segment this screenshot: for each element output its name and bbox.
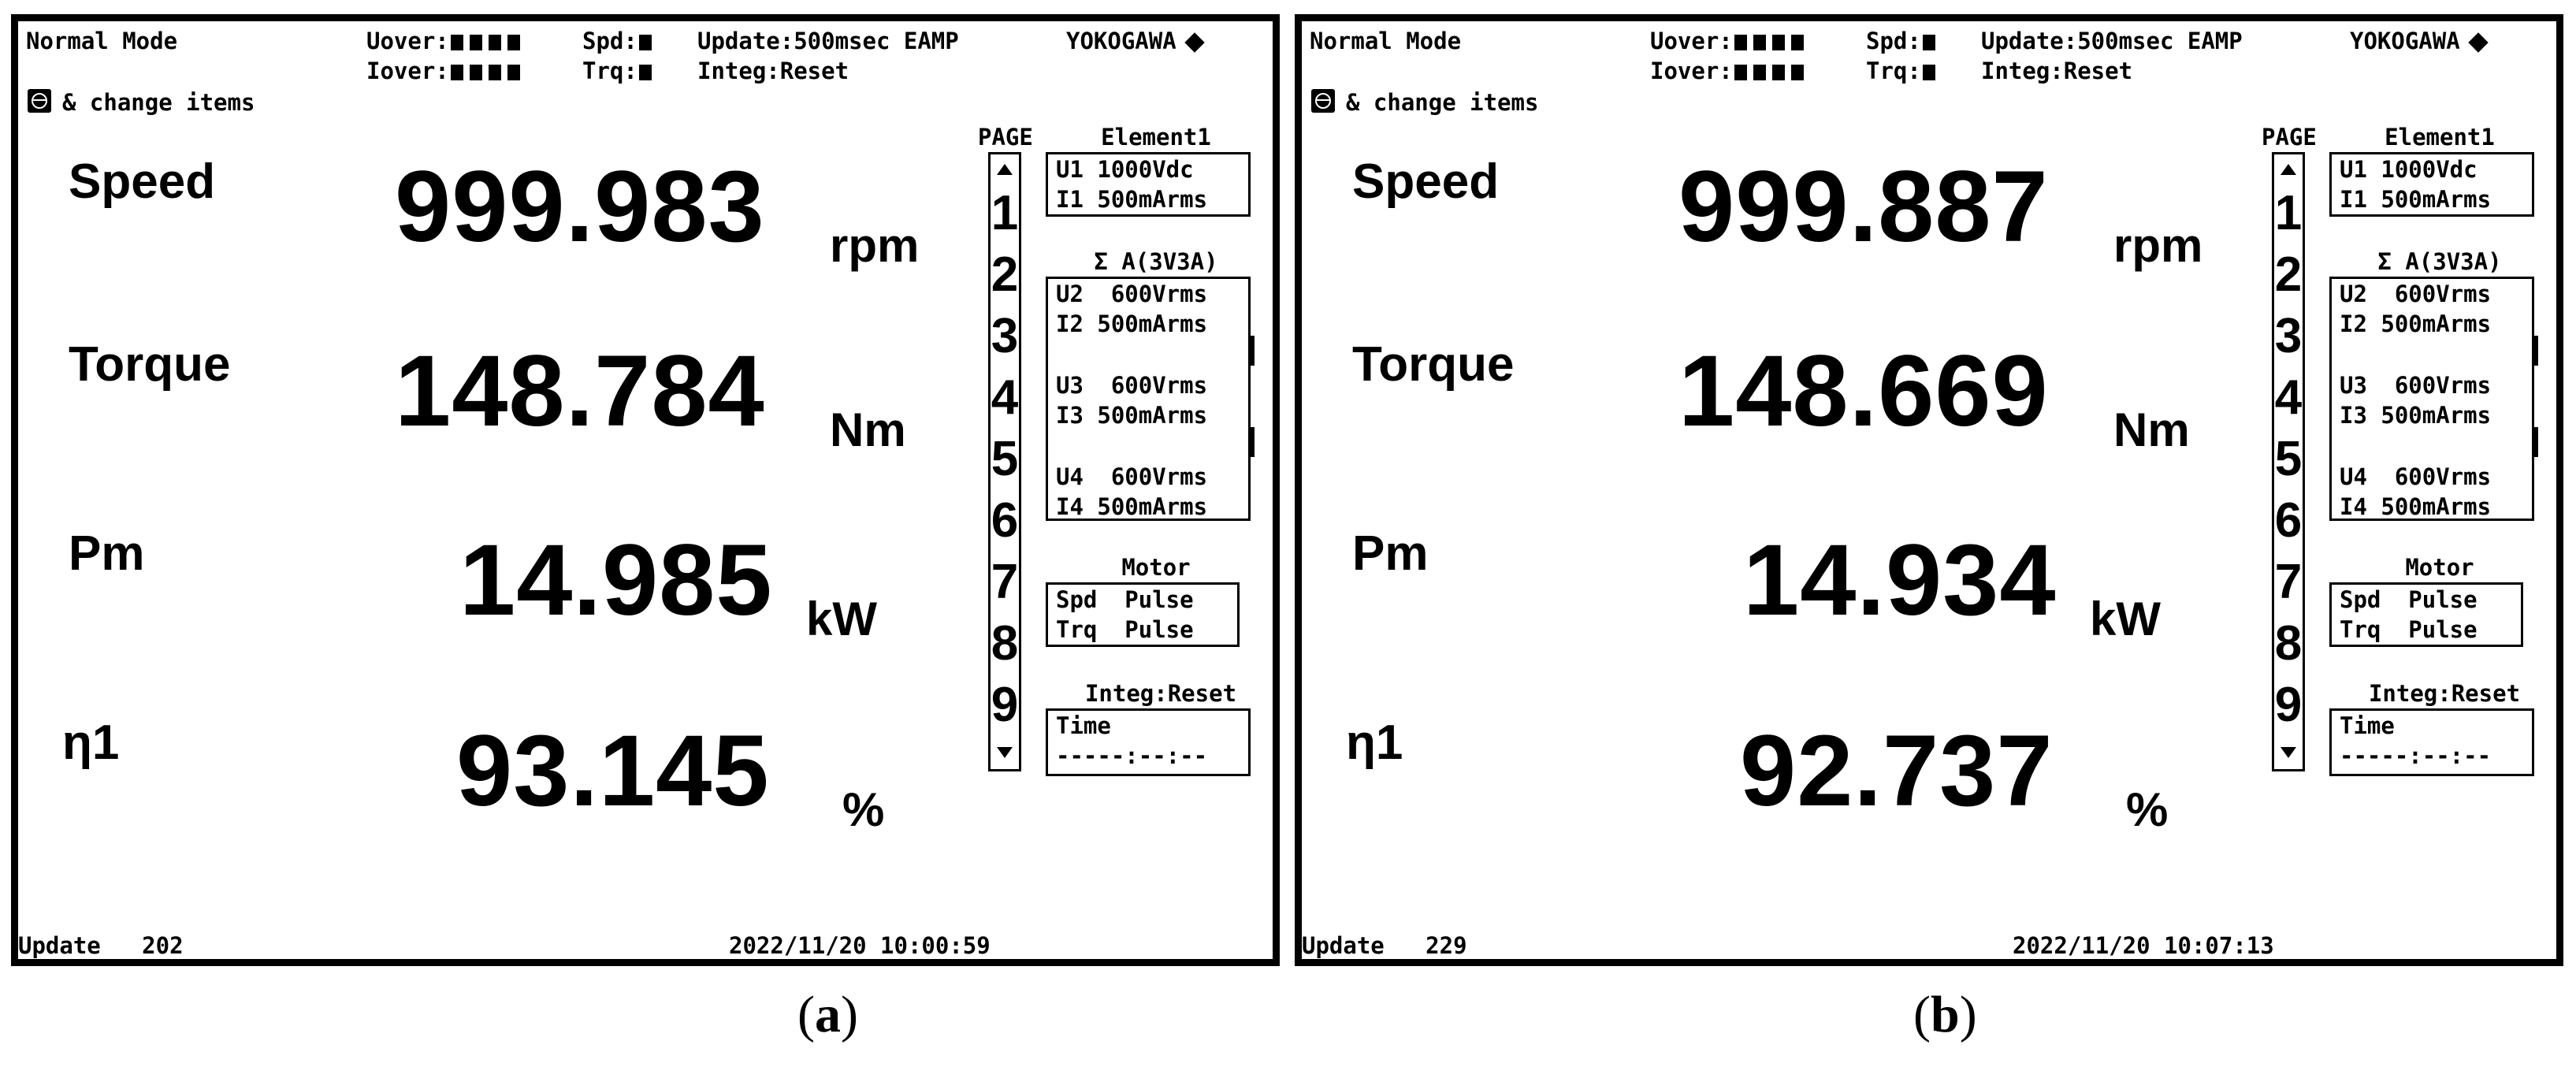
integ-line: Time: [2340, 712, 2395, 739]
footer-update-label: Update: [18, 932, 101, 959]
integ-line: Time: [1056, 712, 1111, 739]
page-2[interactable]: 2: [2274, 247, 2303, 302]
reading-label-efficiency: η1: [62, 716, 120, 770]
trq-label: Trq:: [1866, 58, 1921, 84]
uover-flags: [451, 35, 522, 50]
iover-indicator: [366, 58, 522, 84]
footer-update: [18, 932, 184, 959]
sigma-line: I3 500mArms: [2340, 402, 2492, 429]
footer-datetime: 2022/11/20 10:00:59: [729, 932, 991, 959]
page-selector[interactable]: [2272, 152, 2305, 771]
footer-update-count: 229: [1426, 932, 1467, 959]
element1-title: Element1: [2385, 124, 2495, 151]
element1-line: U1 1000Vdc: [1056, 156, 1194, 183]
sigma-box: [2329, 277, 2534, 521]
page-8[interactable]: 8: [2274, 616, 2303, 671]
page-4[interactable]: 4: [2274, 370, 2303, 425]
reading-value-pm: 14.934: [1743, 524, 2057, 637]
reading-value-efficiency: 92.737: [1740, 715, 2054, 827]
reading-unit-efficiency: %: [842, 783, 885, 836]
element1-line: U1 1000Vdc: [2340, 156, 2477, 183]
brand-label: YOKOGAWA: [2350, 28, 2485, 54]
uover-label: Uover:: [366, 28, 449, 54]
sigma-line: U4 600Vrms: [2340, 463, 2492, 490]
reading-label-torque: Torque: [69, 337, 231, 392]
range-marker: [2534, 427, 2538, 457]
page-1[interactable]: 1: [2274, 186, 2303, 240]
uover-flags: [1734, 35, 1805, 50]
reading-label-efficiency: η1: [1346, 716, 1403, 770]
sigma-box: [1046, 277, 1251, 521]
iover-label: Iover:: [366, 58, 449, 84]
sigma-line: U2 600Vrms: [1056, 281, 1208, 307]
change-items-icon[interactable]: [1311, 89, 1335, 113]
sigma-line: I4 500mArms: [1056, 493, 1208, 520]
page-selector[interactable]: [988, 152, 1021, 771]
spd-flag: [1923, 35, 1935, 50]
footer-update-count: 202: [142, 932, 184, 959]
reading-label-pm: Pm: [69, 526, 145, 581]
reading-unit-speed: rpm: [830, 219, 920, 272]
reading-value-speed: 999.887: [1678, 151, 2049, 263]
diamond-icon: [1184, 32, 1204, 52]
element1-box: [2329, 152, 2534, 217]
reading-value-efficiency: 93.145: [456, 715, 770, 827]
reading-unit-pm: kW: [806, 593, 877, 645]
iover-label: Iover:: [1650, 58, 1733, 84]
motor-box: [2329, 582, 2523, 647]
reading-unit-torque: Nm: [830, 403, 906, 456]
motor-line: Trq Pulse: [1056, 616, 1194, 643]
sigma-line: U3 600Vrms: [2340, 372, 2492, 399]
spd-label: Spd:: [1866, 28, 1921, 54]
integ-line: -----:--:--: [1056, 742, 1208, 769]
page-5[interactable]: 5: [2274, 432, 2303, 486]
page-down-icon[interactable]: [991, 739, 1019, 768]
power-analyzer-screen-b: [1295, 14, 2563, 966]
caption-a: (a): [797, 986, 858, 1043]
update-rate: Update:500msec EAMP: [1981, 28, 2243, 54]
page-2[interactable]: 2: [991, 247, 1019, 302]
reading-unit-torque: Nm: [2113, 403, 2190, 456]
change-items-label: & change items: [62, 89, 255, 116]
motor-title: Motor: [1121, 554, 1191, 581]
motor-box: [1046, 582, 1240, 647]
integ-title: Integ:Reset: [1084, 680, 1237, 707]
range-marker: [1251, 427, 1255, 457]
integ-title: Integ:Reset: [2368, 680, 2521, 707]
element1-title: Element1: [1101, 124, 1211, 151]
sigma-line: I2 500mArms: [2340, 310, 2492, 337]
brand-label: YOKOGAWA: [1066, 28, 1202, 54]
page-down-icon[interactable]: [2274, 739, 2303, 768]
integ-line: -----:--:--: [2340, 742, 2492, 769]
reading-value-pm: 14.985: [459, 524, 773, 637]
motor-line: Spd Pulse: [1056, 586, 1194, 613]
footer-datetime: 2022/11/20 10:07:13: [2013, 932, 2274, 959]
trq-flag: [1923, 65, 1935, 80]
iover-flags: [1734, 65, 1805, 80]
iover-flags: [451, 65, 522, 80]
motor-title: Motor: [2405, 554, 2474, 581]
change-items-icon[interactable]: [28, 89, 51, 113]
spd-indicator: [582, 28, 652, 54]
sigma-line: U4 600Vrms: [1056, 463, 1208, 490]
sigma-title: Σ A(3V3A): [2377, 248, 2502, 275]
reading-unit-efficiency: %: [2126, 783, 2169, 836]
integ-status: Integ:Reset: [1981, 58, 2133, 84]
sigma-line: I2 500mArms: [1056, 310, 1208, 337]
element1-box: [1046, 152, 1251, 217]
uover-indicator: [366, 28, 522, 54]
range-marker: [1251, 336, 1255, 366]
page-7[interactable]: 7: [2274, 555, 2303, 609]
mode-label: Normal Mode: [1310, 28, 1462, 54]
trq-label: Trq:: [582, 58, 637, 84]
sigma-line: I4 500mArms: [2340, 493, 2492, 520]
reading-label-speed: Speed: [1352, 154, 1500, 209]
spd-label: Spd:: [582, 28, 637, 54]
motor-line: Spd Pulse: [2340, 586, 2477, 613]
reading-value-torque: 148.669: [1678, 335, 2049, 448]
reading-label-torque: Torque: [1352, 337, 1515, 392]
spd-indicator: [1866, 28, 1935, 54]
page-1[interactable]: 1: [991, 186, 1019, 240]
uover-label: Uover:: [1650, 28, 1733, 54]
sigma-title: Σ A(3V3A): [1094, 248, 1218, 275]
sigma-line: U2 600Vrms: [2340, 281, 2492, 307]
page-3[interactable]: 3: [2274, 309, 2303, 363]
reading-unit-pm: kW: [2090, 593, 2161, 645]
page-8[interactable]: 8: [991, 616, 1019, 671]
page-5[interactable]: 5: [991, 432, 1019, 486]
motor-line: Trq Pulse: [2340, 616, 2477, 643]
reading-label-pm: Pm: [1352, 526, 1429, 581]
reading-value-speed: 999.983: [395, 151, 765, 263]
reading-unit-speed: rpm: [2113, 219, 2203, 272]
caption-b: (b): [1913, 986, 1977, 1043]
mode-label: Normal Mode: [26, 28, 178, 54]
page-up-icon[interactable]: [991, 156, 1019, 184]
iover-indicator: [1650, 58, 1805, 84]
sigma-line: U3 600Vrms: [1056, 372, 1208, 399]
page-9[interactable]: 9: [2274, 678, 2303, 732]
trq-indicator: [582, 58, 652, 84]
spd-flag: [639, 35, 652, 50]
trq-flag: [639, 65, 652, 80]
page-4[interactable]: 4: [991, 370, 1019, 425]
range-marker: [2534, 336, 2538, 366]
page-9[interactable]: 9: [991, 678, 1019, 732]
update-rate: Update:500msec EAMP: [697, 28, 959, 54]
sigma-line: I3 500mArms: [1056, 402, 1208, 429]
page-title: PAGE: [2262, 124, 2317, 151]
uover-indicator: [1650, 28, 1805, 54]
change-items-label: & change items: [1346, 89, 1539, 116]
footer-update-label: Update: [1302, 932, 1385, 959]
integ-box: [2329, 708, 2534, 776]
reading-value-torque: 148.784: [395, 335, 765, 448]
power-analyzer-screen-a: [11, 14, 1280, 966]
element1-line: I1 500mArms: [1056, 186, 1208, 213]
page-up-icon[interactable]: [2274, 156, 2303, 184]
element1-line: I1 500mArms: [2340, 186, 2492, 213]
page-3[interactable]: 3: [991, 309, 1019, 363]
page-6[interactable]: 6: [991, 493, 1019, 548]
integ-status: Integ:Reset: [697, 58, 849, 84]
integ-box: [1046, 708, 1251, 776]
page-7[interactable]: 7: [991, 555, 1019, 609]
page-title: PAGE: [978, 124, 1033, 151]
footer-update: [1302, 932, 1467, 959]
trq-indicator: [1866, 58, 1935, 84]
page-6[interactable]: 6: [2274, 493, 2303, 548]
reading-label-speed: Speed: [69, 154, 216, 209]
diamond-icon: [2468, 32, 2488, 52]
